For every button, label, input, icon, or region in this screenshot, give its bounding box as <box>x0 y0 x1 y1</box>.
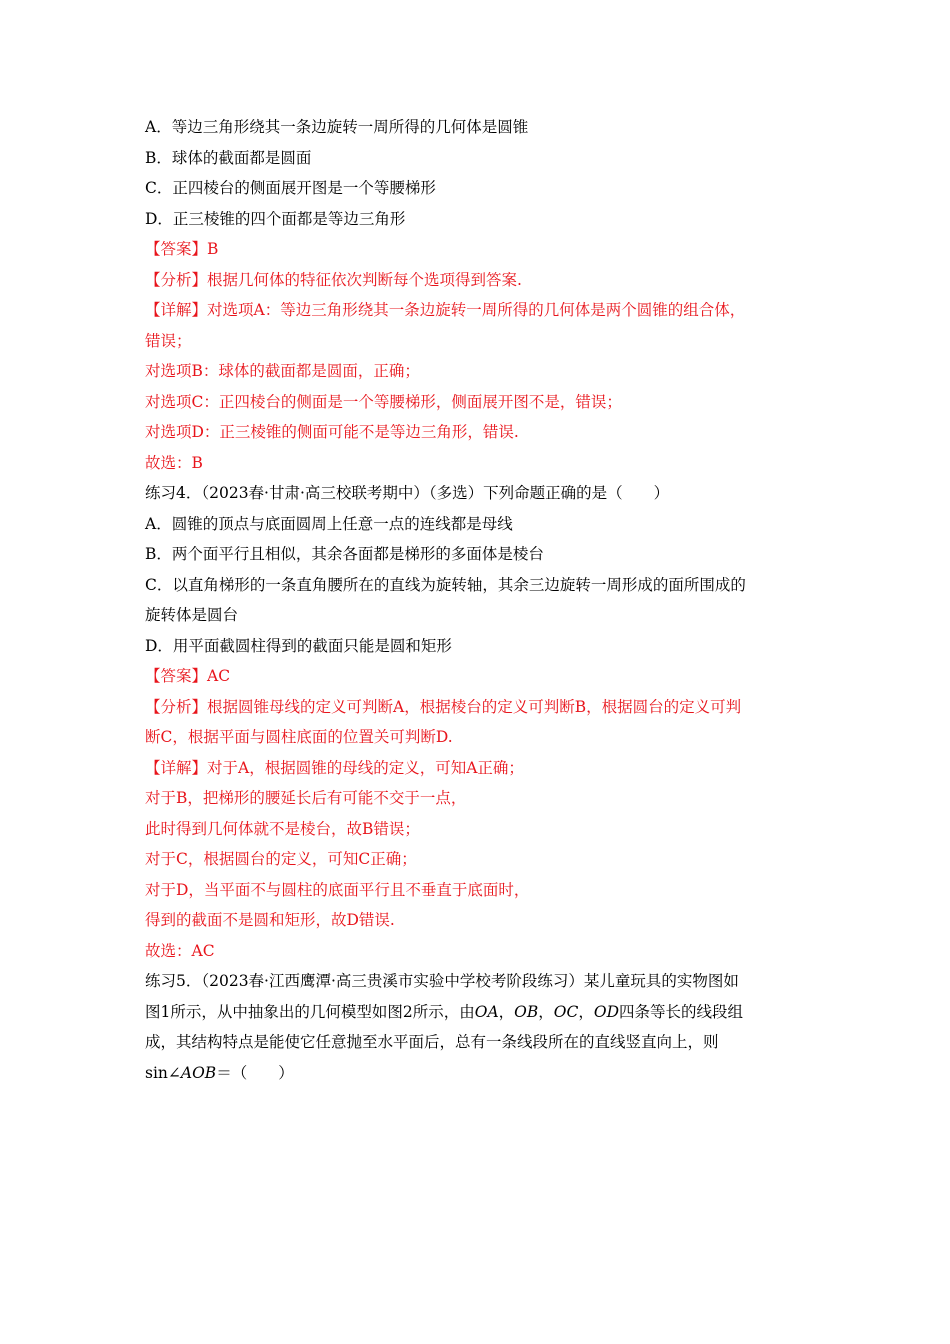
q4-detail-line-1: 【详解】对于A，根据圆锥的母线的定义，可知A正确； <box>145 758 524 777</box>
q5-stem-line-1: 练习5．（2023春·江西鹰潭·高三贵溪市实验中学校考阶段练习）某儿童玩具的实物图如 <box>145 972 739 990</box>
q5-stem-line-2-head: 图1所示，从中抽象出的几何模型如图2所示，由 <box>145 1002 475 1021</box>
q3-detail-line-3: 对选项B：球体的截面都是圆面，正确； <box>145 362 420 380</box>
q3-detail-line-4: 对选项C：正四棱台的侧面是一个等腰梯形，侧面展开图不是，错误； <box>145 392 622 411</box>
separator: ， <box>538 1002 554 1021</box>
segment-oa: OA <box>474 1002 499 1021</box>
q4-option-c-line-1: C．以直角梯形的一条直角腰所在的直线为旋转轴，其余三边旋转一周形成的面所围成的 <box>145 575 746 594</box>
q3-option-c: C．正四棱台的侧面展开图是一个等腰梯形 <box>145 179 436 197</box>
q3-answer: 【答案】B <box>145 240 219 258</box>
q4-stem: 练习4．（2023春·甘肃·高三校联考期中）（多选）下列命题正确的是（ ） <box>145 484 670 502</box>
q3-option-d: D．正三棱锥的四个面都是等边三角形 <box>145 209 406 228</box>
document-page <box>145 112 805 1088</box>
sin-function: sin <box>145 1063 168 1082</box>
q3-analysis: 【分析】根据几何体的特征依次判断每个选项得到答案. <box>145 270 522 289</box>
q4-analysis-line-1: 【分析】根据圆锥母线的定义可判断A，根据棱台的定义可判断B，根据圆台的定义可判 <box>145 697 742 716</box>
q5-stem-line-3: 成，其结构特点是能使它任意抛至水平面后，总有一条线段所在的直线竖直向上，则 <box>145 1033 719 1051</box>
q3-option-a: A．等边三角形绕其一条边旋转一周所得的几何体是圆锥 <box>145 118 529 136</box>
q3-conclusion: 故选：B <box>145 453 203 472</box>
q4-detail-line-4: 对于C，根据圆台的定义，可知C正确； <box>145 850 417 868</box>
segment-oc: OC <box>553 1002 579 1021</box>
q4-option-c-line-2: 旋转体是圆台 <box>145 606 239 624</box>
q5-stem-line-2-tail: 四条等长的线段组 <box>619 1002 744 1021</box>
segment-ob: OB <box>514 1002 539 1021</box>
q4-option-b: B．两个面平行且相似，其余各面都是梯形的多面体是棱台 <box>145 545 544 563</box>
angle-aob: ∠AOB <box>167 1063 217 1082</box>
separator: ， <box>578 1002 594 1021</box>
q3-option-b: B．球体的截面都是圆面 <box>145 148 312 167</box>
q4-detail-line-6: 得到的截面不是圆和矩形，故D错误. <box>145 911 395 929</box>
separator: ， <box>498 1002 515 1021</box>
answer-blank: ＝（ ） <box>216 1063 294 1082</box>
q5-question-expression <box>145 1058 805 1089</box>
q4-option-a: A．圆锥的顶点与底面圆周上任意一点的连线都是母线 <box>145 514 513 533</box>
q5-stem-line-2 <box>145 997 805 1028</box>
q4-analysis-line-2: 断C，根据平面与圆柱底面的位置关可判断D. <box>145 728 453 746</box>
q3-detail-line-1: 【详解】对选项A：等边三角形绕其一条边旋转一周所得的几何体是两个圆锥的组合体， <box>145 301 746 319</box>
q4-option-d: D．用平面截圆柱得到的截面只能是圆和矩形 <box>145 636 452 655</box>
q4-answer: 【答案】AC <box>145 667 231 685</box>
q4-detail-line-3: 此时得到几何体就不是棱台，故B错误； <box>145 819 420 838</box>
q3-detail-line-5: 对选项D：正三棱锥的侧面可能不是等边三角形，错误. <box>145 423 519 441</box>
q4-detail-line-2: 对于B，把梯形的腰延长后有可能不交于一点， <box>145 789 467 807</box>
segment-od: OD <box>593 1002 620 1021</box>
q4-conclusion: 故选：AC <box>145 941 215 960</box>
q3-detail-line-2: 错误； <box>145 331 192 350</box>
q4-detail-line-5: 对于D，当平面不与圆柱的底面平行且不垂直于底面时， <box>145 880 530 899</box>
